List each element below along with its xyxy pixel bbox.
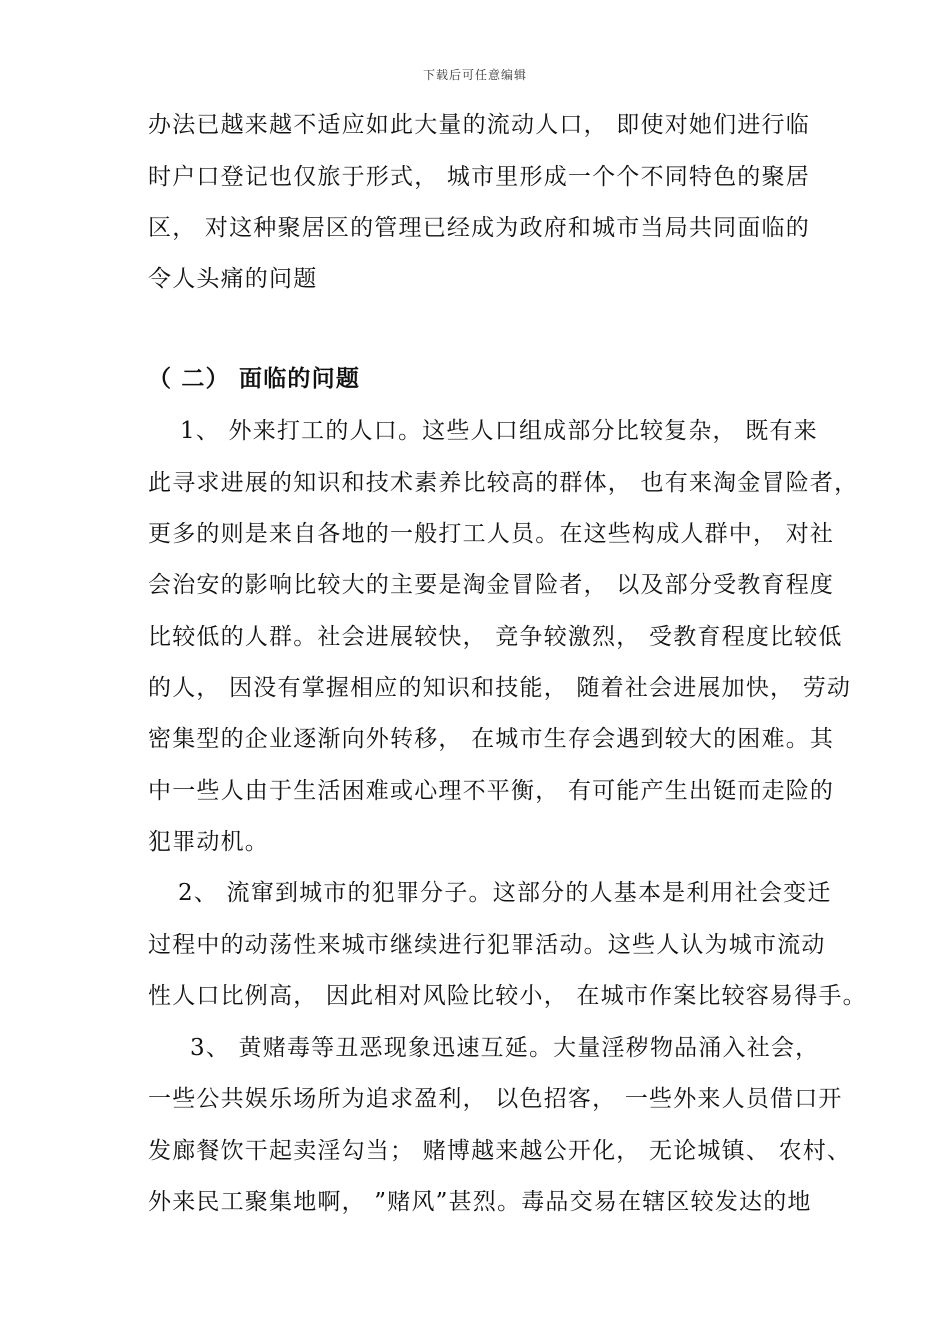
section-heading: （ 二） 面临的问题 — [148, 365, 361, 392]
item-2-line: 2、 流窜到城市的犯罪分子。这部分的人基本是利用社会变迁 — [178, 880, 832, 906]
item-3-line: 一些公共娱乐场所为追求盈利， 以色招客， 一些外来人员借口开 — [148, 1086, 843, 1112]
paragraph-line: 办法已越来越不适应如此大量的流动人口， 即使对她们进行临 — [148, 112, 810, 138]
item-2-line: 性人口比例高， 因此相对风险比较小， 在城市作案比较容易得手。 — [148, 983, 867, 1009]
item-1-line: 此寻求进展的知识和技术素养比较高的群体， 也有来淘金冒险者， — [148, 470, 859, 496]
paragraph-line: 令人头痛的问题 — [148, 266, 318, 292]
item-3-line: 3、 黄赌毒等丑恶现象迅速互延。大量淫秽物品涌入社会， — [190, 1035, 820, 1061]
item-1-line: 的人， 因没有掌握相应的知识和技能， 随着社会进展加快， 劳动 — [148, 675, 852, 701]
paragraph-line: 区， 对这种聚居区的管理已经成为政府和城市当局共同面临的 — [148, 215, 810, 241]
item-2-line: 过程中的动荡性来城市继续进行犯罪活动。这些人认为城市流动 — [148, 932, 826, 958]
item-1-line: 比较低的人群。社会进展较快， 竞争较激烈， 受教育程度比较低 — [148, 624, 843, 650]
item-3-line: 外来民工聚集地啊， ”赌风”甚烈。毒品交易在辖区较发达的地 — [148, 1189, 812, 1215]
page-header: 下载后可任意编辑 — [422, 68, 527, 82]
item-1-line: 更多的则是来自各地的一般打工人员。在这些构成人群中， 对社 — [148, 521, 835, 547]
item-1-line: 中一些人由于生活困难或心理不平衡， 有可能产生出铤而走险的 — [148, 778, 835, 804]
item-1-line: 犯罪动机。 — [148, 829, 269, 855]
item-1-line: 1、 外来打工的人口。这些人口组成部分比较复杂， 既有来 — [180, 418, 818, 444]
paragraph-line: 时户口登记也仅旅于形式， 城市里形成一个个不同特色的聚居 — [148, 164, 810, 190]
item-1-line: 会治安的影响比较大的主要是淘金冒险者， 以及部分受教育程度 — [148, 572, 835, 598]
item-3-line: 发廊餐饮干起卖淫勾当； 赌博越来越公开化， 无论城镇、 农村、 — [148, 1138, 852, 1164]
item-1-line: 密集型的企业逐渐向外转移， 在城市生存会遇到较大的困难。其 — [148, 726, 835, 752]
